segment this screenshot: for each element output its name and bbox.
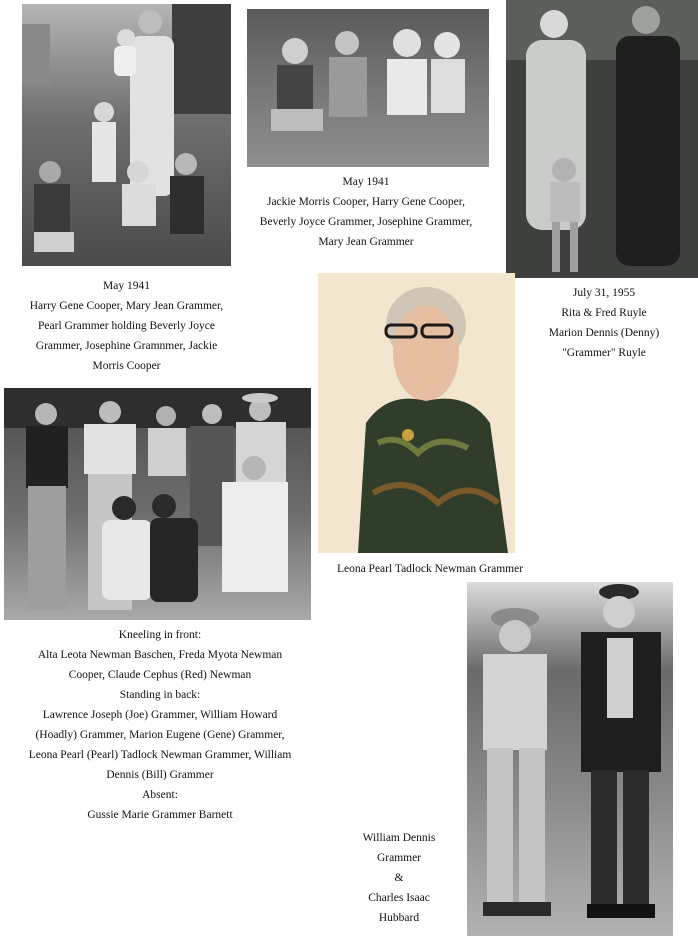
caption-photo-1 [0,276,253,376]
caption-line: Gussie Marie Grammer Barnett [87,809,233,821]
caption-line: Kneeling in front: [118,629,202,641]
caption-line: Pearl Grammer holding Beverly Joyce [38,320,215,332]
caption-photo-5 [0,625,320,825]
caption-line: Grammer, Josephine Gramnmer, Jackie [35,340,218,352]
caption-line: Grammer [376,852,422,864]
caption-line: Jackie Morris Cooper, Harry Gene Cooper, [266,196,466,208]
caption-line: Absent: [142,789,178,801]
photo-family-may-1941 [22,4,231,266]
caption-line: Cooper, Claude Cephus (Red) Newman [68,669,252,681]
caption-line: Marion Dennis (Denny) [548,327,660,339]
caption-line: Charles Isaac [368,892,430,904]
caption-line: Harry Gene Cooper, Mary Jean Grammer, [29,300,224,312]
caption-line: Lawrence Joseph (Joe) Grammer, William Howard [42,709,278,721]
caption-line: (Hoadly) Grammer, Marion Eugene (Gene) Grammer, [35,729,285,741]
caption-line: & [394,872,404,884]
caption-line: Leona Pearl (Pearl) Tadlock Newman Grammer, William [28,749,292,761]
photo-leona-pearl-portrait [318,273,515,553]
caption-line: "Grammer" Ruyle [562,347,646,359]
photo-children-sitting-may-1941 [247,9,489,167]
caption-date: May 1941 [103,280,150,292]
caption-line: Morris Cooper [92,360,161,372]
caption-photo-2 [236,172,496,252]
caption-line: Mary Jean Grammer [318,236,414,248]
caption-line: Rita & Fred Ruyle [561,307,647,319]
caption-photo-4 [310,559,550,579]
photo-william-charles [467,582,673,936]
caption-line: Standing in back: [119,689,201,701]
caption-photo-6 [344,828,454,928]
caption-line: Beverly Joyce Grammer, Josephine Grammer, [259,216,473,228]
caption-date: May 1941 [342,176,390,188]
caption-line: Dennis (Bill) Grammer [106,769,214,781]
caption-name: Leona Pearl Tadlock Newman Grammer [336,563,524,575]
caption-date: July 31, 1955 [572,287,636,299]
photo-rita-fred-1955 [506,0,698,278]
photo-family-group [4,388,311,620]
caption-line: William Dennis [362,832,436,844]
caption-photo-3 [512,283,696,363]
caption-line: Hubbard [378,912,420,924]
caption-line: Alta Leota Newman Baschen, Freda Myota Newman [37,649,283,661]
